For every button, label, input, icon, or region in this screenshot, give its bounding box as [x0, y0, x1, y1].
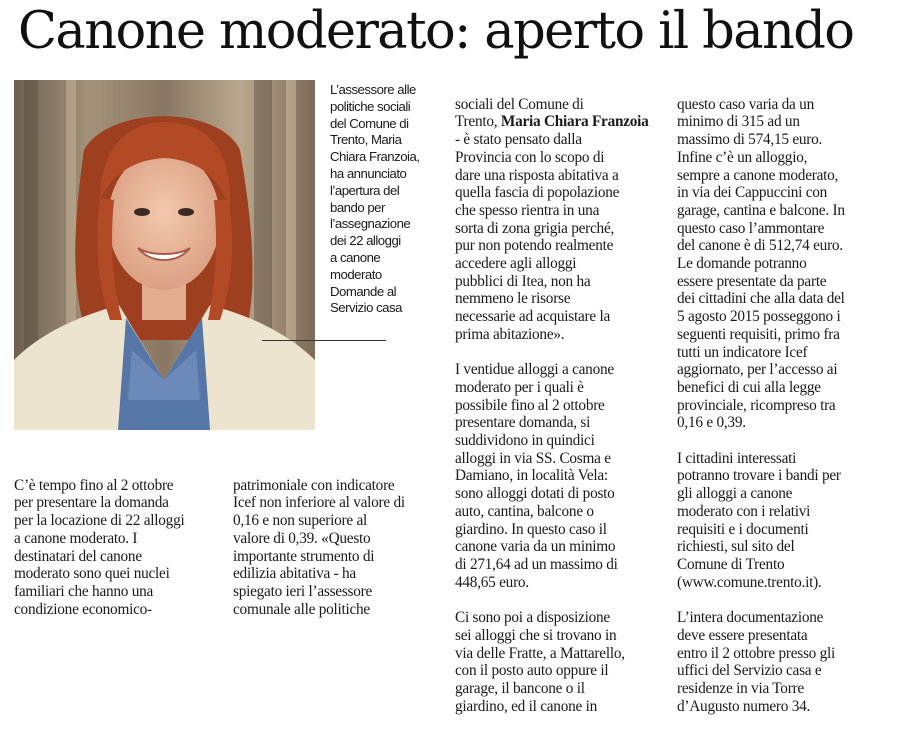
caption-divider [262, 340, 386, 341]
paragraph: I cittadini interessati potranno trovare i bandi per gli alloggi a canone moderato con i relativi requisiti e i documenti richiesti, sul sito del Comune di Trento (www.comune.trento.it). [677, 449, 841, 591]
photo-caption [330, 82, 448, 317]
paragraph: L’intera documentazione deve essere presentata entro il 2 ottobre presso gli uffici del Servizio casa e residenze in via Torre d’Augusto numero 34. [677, 609, 836, 715]
person-name: Maria Chiara Franzoia [500, 113, 649, 131]
paragraph: C’è tempo fino al 2 ottobre per presentare la domanda per la locazione di 22 alloggi a canone moderato. I destinatari del canone moderato sono quei nuclei familiari che hanno una condizione economico- [14, 476, 185, 618]
headline: Canone moderato: aperto il bando [18, 2, 854, 61]
paragraph: I ventidue alloggi a canone moderato per i quali è possibile fino al 2 ottobre presentare domanda, si suddividono in quindici alloggi in via SS. Cosma e Damiano, in località Vela: sono alloggi dotati di posto auto, cantina, balcone o giardino. In questo caso il canone varia da un minimo di 271,64 ad un massimo di 448,65 euro. [455, 361, 618, 591]
paragraph: questo caso varia da un minimo di 315 ad un massimo di 574,15 euro. Infine c’è un alloggio, sempre a canone moderato, in via dei Cappuccini con garage, cantina e balcone. In questo caso l’ammontare del canone è di 512,74 euro. Le domande potranno essere presentate da parte dei cittadini che alla data del 5 agosto 2015 posseggono i seguenti requisiti, primo fra tutti un indicatore Icef aggiornato, per l’accesso ai benefici di cui alla legge provinciale, ricompreso tra 0,16 e 0,39. [677, 95, 845, 432]
article-column-4 [677, 78, 892, 733]
text-run: - è stato pensato dalla Provincia con lo scopo di dare una risposta abitativa a quella fascia di popolazione che spesso rientra in una sorta di zona grigia perché, pur non potendo realmente accedere agli alloggi pubblici di Itea, non ha nemmeno le risorse necessarie ad acquistare la prima abitazione». [455, 131, 620, 343]
portrait-photo [14, 80, 315, 430]
article-column-3 [455, 78, 665, 733]
article-column-2 [233, 459, 443, 636]
caption-text: L’assessore alle politiche sociali del Comune di Trento, Maria Chiara Franzoia, ha annunciato l’apertura del bando per l’assegnazione dei 22 alloggi a canone moderato Domande al Servizio casa [330, 82, 420, 316]
paragraph [455, 96, 665, 344]
article-column-1 [14, 459, 219, 636]
paragraph: Ci sono poi a disposizione sei alloggi che si trovano in via delle Fratte, a Mattarello, con il posto auto oppure il garage, il bancone o il giardino, ed il canone in [455, 609, 625, 715]
text-run: sociali del Comune di Trento, [455, 95, 584, 131]
paragraph: patrimoniale con indicatore Icef non inferiore al valore di 0,16 e non superiore al valore di 0,39. «Questo importante strumento di edilizia abitativa - ha spiegato ieri l’assessore comunale alle politiche [233, 476, 405, 618]
portrait-illustration [14, 80, 315, 430]
